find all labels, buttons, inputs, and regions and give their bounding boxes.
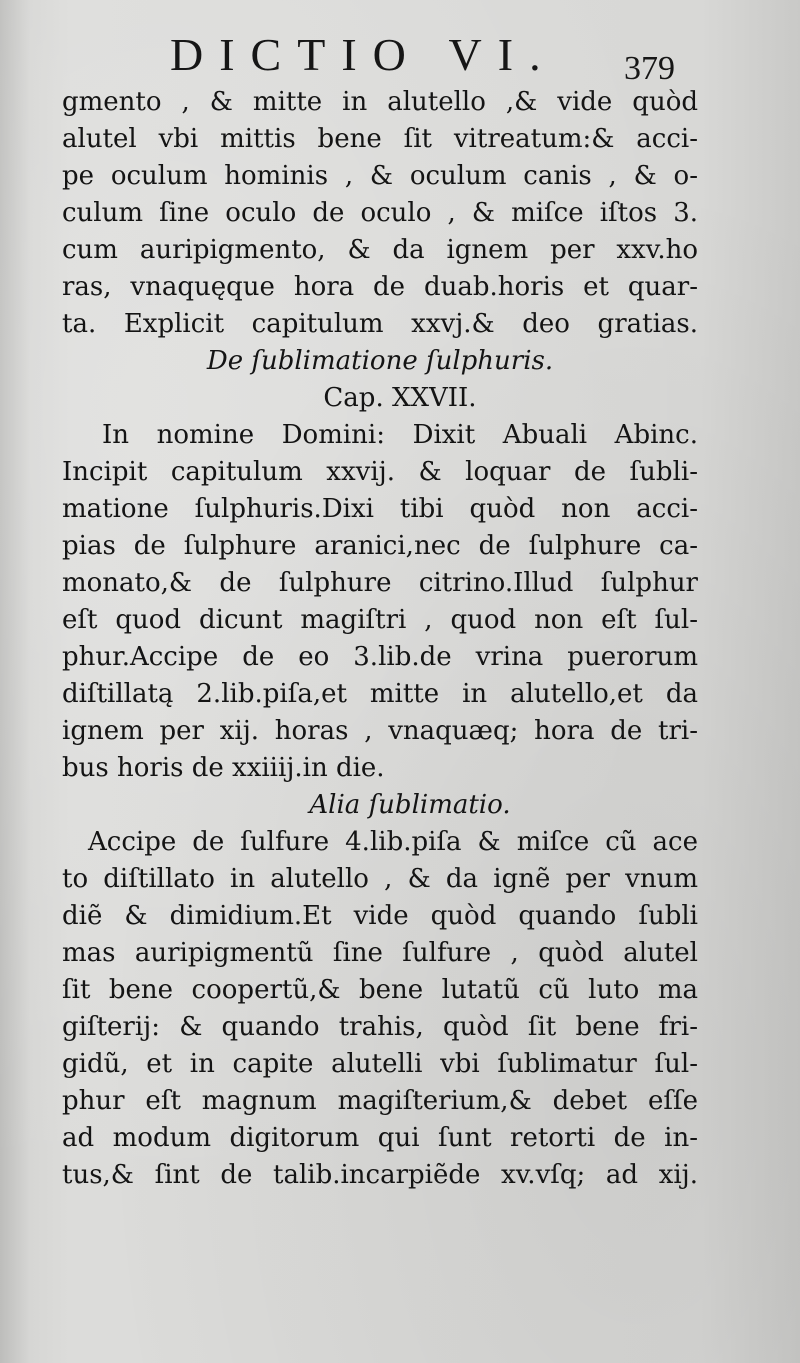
text-line: gidũ, et in capite alutelli vbi ſublimatur ſul- bbox=[62, 1049, 698, 1079]
text-line: culum ſine oculo de oculo , & miſce iſtos 3. bbox=[62, 198, 698, 228]
text-line: tus,& ſint de talib.incarpiẽde xv.vſq; ad xij. bbox=[62, 1160, 698, 1190]
section-heading: De ſublimatione ſulphuris. bbox=[206, 346, 554, 376]
text-line: diſtillatą 2.lib.piſa,et mitte in alutello,et da bbox=[62, 679, 698, 709]
text-line: phur.Accipe de eo 3.lib.de vrina puerorum bbox=[62, 642, 698, 672]
text-line: cum auripigmento, & da ignem per xxv.ho bbox=[62, 235, 698, 265]
text-line: Incipit capitulum xxvij. & loquar de ſubli- bbox=[62, 457, 698, 487]
text-line: ignem per xij. horas , vnaquæq; hora de tri- bbox=[62, 716, 698, 746]
section-heading: Alia ſublimatio. bbox=[309, 790, 511, 820]
text-line: giſterij: & quando trahis, quòd ſit bene fri- bbox=[62, 1012, 698, 1042]
text-line: ſit bene coopertũ,& bene lutatũ cũ luto ma bbox=[62, 975, 698, 1005]
page-number: 379 bbox=[624, 50, 675, 87]
text-line: Accipe de ſulfure 4.lib.piſa & miſce cũ ace bbox=[88, 827, 698, 857]
text-line: to diſtillato in alutello , & da ignẽ per vnum bbox=[62, 864, 698, 894]
text-line: ad modum digitorum qui ſunt retorti de in- bbox=[62, 1123, 698, 1153]
text-line: pe oculum hominis , & oculum canis , & o- bbox=[62, 161, 698, 191]
section-1 bbox=[62, 84, 698, 343]
text-line: matione ſulphuris.Dixi tibi quòd non acci- bbox=[62, 494, 698, 524]
text-line: ras, vnaquęque hora de duab.horis et quar- bbox=[62, 272, 698, 302]
text-block bbox=[62, 84, 698, 1194]
text-line: ta. Explicit capitulum xxvj.& deo gratias. bbox=[62, 309, 698, 339]
running-head: DICTIO VI. bbox=[170, 29, 557, 80]
chapter-number: Cap. XXVII. bbox=[323, 383, 477, 413]
text-line: monato,& de ſulphure citrino.Illud ſulphur bbox=[62, 568, 698, 598]
text-line: diẽ & dimidium.Et vide quòd quando ſubli bbox=[62, 901, 698, 931]
text-line: bus horis de xxiiij.in die. bbox=[62, 753, 385, 783]
text-line: pias de ſulphure aranici,nec de ſulphure ca- bbox=[62, 531, 698, 561]
text-line: mas auripigmentũ ſine ſulfure , quòd alutel bbox=[62, 938, 698, 968]
text-line: phur eſt magnum magiſterium,& debet eſſe bbox=[62, 1086, 698, 1116]
text-line: alutel vbi mittis bene ſit vitreatum:& acci- bbox=[62, 124, 698, 154]
section-3 bbox=[62, 824, 698, 1194]
text-line: gmento , & mitte in alutello ,& vide quòd bbox=[62, 87, 698, 117]
text-line: In nomine Domini: Dixit Abuali Abinc. bbox=[102, 420, 698, 450]
section-2 bbox=[62, 417, 698, 787]
text-line: eſt quod dicunt magiſtri , quod non eſt ſul- bbox=[62, 605, 698, 635]
